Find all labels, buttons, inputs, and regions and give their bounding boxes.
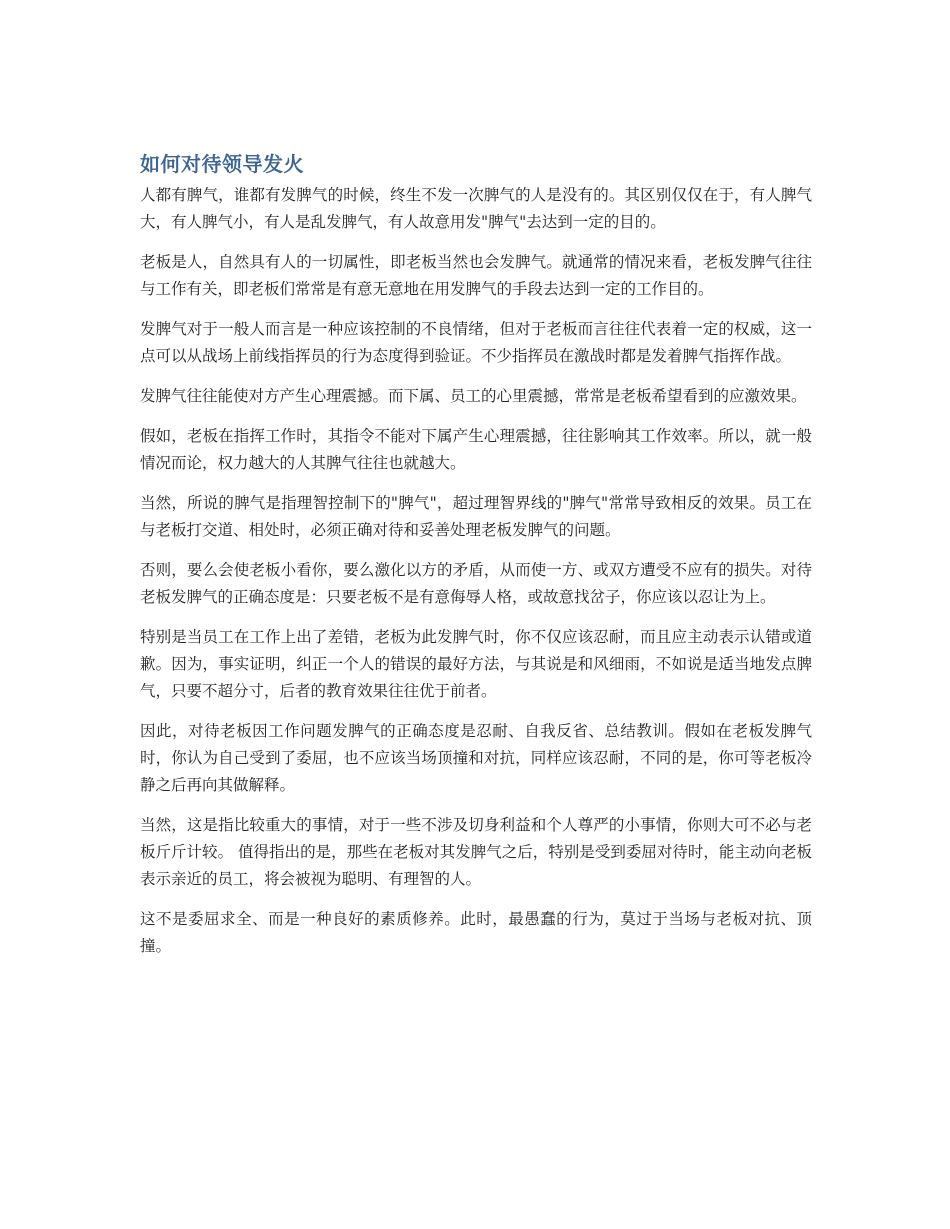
paragraph: 发脾气对于一般人而言是一种应该控制的不良情绪，但对于老板而言往往代表着一定的权威，这一点可以从战场上前线指挥员的行为态度得到验证。不少指挥员在激战时都是发着脾气指挥作战。: [140, 320, 812, 365]
paragraph: 当然，这是指比较重大的事情，对于一些不涉及切身利益和个人尊严的小事情，你则大可不必与老板斤斤计较。 值得指出的是，那些在老板对其发脾气之后，特别是受到委屈对待时，能主动向老板表示亲近的员工，将会被视为聪明、有理智的人。: [140, 816, 812, 888]
paragraph: 假如，老板在指挥工作时，其指令不能对下属产生心理震撼，往往影响其工作效率。所以，就一般情况而论，权力越大的人其脾气往往也就越大。: [140, 427, 812, 472]
paragraph: 发脾气往往能使对方产生心理震撼。而下属、员工的心里震撼，常常是老板希望看到的应激效果。: [140, 387, 807, 405]
document-title: 如何对待领导发火: [140, 152, 304, 176]
paragraph: 因此，对待老板因工作问题发脾气的正确态度是忍耐、自我反省、总结教训。假如在老板发脾气时，你认为自己受到了委屈，也不应该当场顶撞和对抗，同样应该忍耐，不同的是，你可等老板冷静之后再向其做解释。: [140, 722, 812, 794]
paragraph: 人都有脾气，谁都有发脾气的时候，终生不发一次脾气的人是没有的。其区别仅仅在于，有人脾气大，有人脾气小，有人是乱发脾气，有人故意用发"脾气"去达到一定的目的。: [140, 186, 812, 231]
paragraph: 老板是人，自然具有人的一切属性，即老板当然也会发脾气。就通常的情况来看，老板发脾气往往与工作有关，即老板们常常是有意无意地在用发脾气的手段去达到一定的工作目的。: [140, 253, 812, 298]
paragraph: 特别是当员工在工作上出了差错，老板为此发脾气时，你不仅应该忍耐，而且应主动表示认错或道歉。因为，事实证明，纠正一个人的错误的最好方法，与其说是和风细雨，不如说是适当地发点脾气，只要不超分寸，后者的教育效果往往优于前者。: [140, 628, 812, 700]
paragraph: 这不是委屈求全、而是一种良好的素质修养。此时，最愚蠢的行为，莫过于当场与老板对抗、顶撞。: [140, 910, 812, 955]
paragraph: 当然，所说的脾气是指理智控制下的"脾气"，超过理智界线的"脾气"常常导致相反的效果。员工在与老板打交道、相处时，必须正确对待和妥善处理老板发脾气的问题。: [140, 494, 812, 539]
paragraph: 否则，要么会使老板小看你，要么激化以方的矛盾，从而使一方、或双方遭受不应有的损失。对待老板发脾气的正确态度是：只要老板不是有意侮辱人格，或故意找岔子，你应该以忍让为上。: [140, 561, 812, 606]
document-page: [140, 147, 812, 973]
